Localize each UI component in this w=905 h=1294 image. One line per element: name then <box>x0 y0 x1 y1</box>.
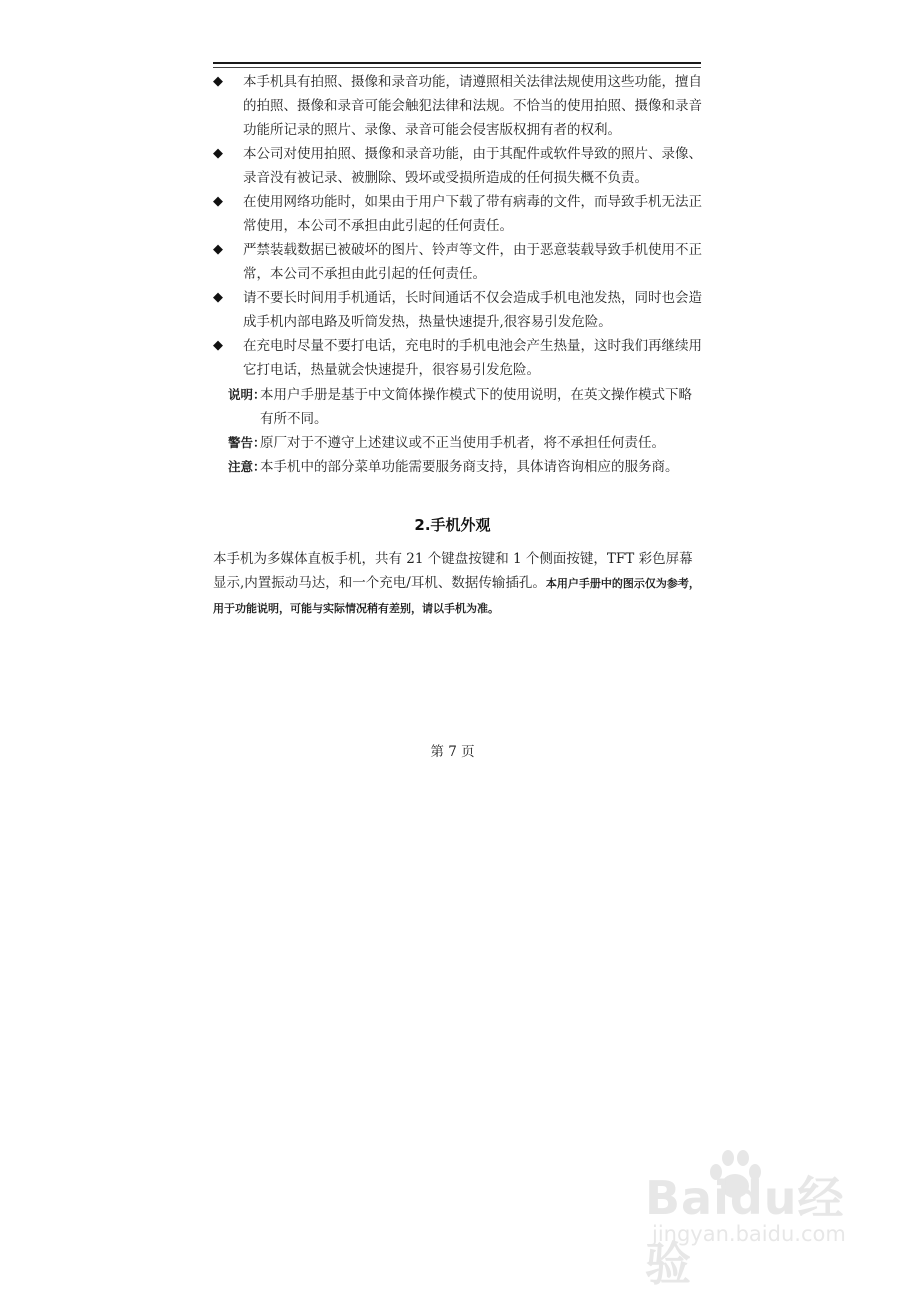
list-item <box>213 190 703 238</box>
note-label: 注意： <box>228 459 266 474</box>
diamond-bullet-icon: ◆ <box>213 338 223 353</box>
note-label: 说明： <box>228 387 266 402</box>
list-item <box>213 334 703 382</box>
list-item <box>213 286 703 334</box>
list-item-text: 在使用网络功能时，如果由于用户下载了带有病毒的文件，而导致手机无法正常使用，本公司不承担由此引起的任何责任。 <box>243 194 702 234</box>
note-label: 警告： <box>228 435 266 450</box>
paragraph-text: 本手机为多媒体直板手机，共有 21 个键盘按键和 1 个侧面按键，TFT 彩色屏幕显示,内置振动马达，和一个充电/耳机、数据传输插孔。 <box>213 551 693 591</box>
appearance-paragraph <box>213 547 703 621</box>
list-item <box>213 142 703 190</box>
paragraph-bold-text: 本用户手册中的图示仅为参考，用于功能说明，可能与实际情况稍有差别，请以手机为准。 <box>213 577 700 615</box>
note-text: 原厂对于不遵守上述建议或不正当使用手机者，将不承担任何责任。 <box>260 435 665 451</box>
precaution-list <box>213 70 703 382</box>
notes-block <box>228 383 703 479</box>
note-text: 本手机中的部分菜单功能需要服务商支持，具体请咨询相应的服务商。 <box>260 459 679 475</box>
header-rule-thick <box>213 62 701 64</box>
list-item-text: 严禁装载数据已被破坏的图片、铃声等文件，由于恶意装载导致手机使用不正常，本公司不承担由此引起的任何责任。 <box>243 242 702 282</box>
list-item <box>213 70 703 142</box>
baidu-watermark <box>640 1150 870 1291</box>
diamond-bullet-icon: ◆ <box>213 146 223 161</box>
diamond-bullet-icon: ◆ <box>213 242 223 257</box>
diamond-bullet-icon: ◆ <box>213 74 223 89</box>
note-attention <box>228 455 703 479</box>
section-title: 2.手机外观 <box>414 516 491 534</box>
list-item-text: 请不要长时间用手机通话，长时间通话不仅会造成手机电池发热，同时也会造成手机内部电路及听筒发热，热量快速提升,很容易引发危险。 <box>243 290 702 330</box>
watermark-url: jingyan.baidu.com <box>652 1222 846 1246</box>
header-rule-thin <box>213 67 701 68</box>
note-text: 本用户手册是基于中文简体操作模式下的使用说明，在英文操作模式下略有所不同。 <box>260 387 692 427</box>
list-item-text: 在充电时尽量不要打电话，充电时的手机电池会产生热量，这时我们再继续用它打电话，热量就会快速提升，很容易引发危险。 <box>243 338 702 378</box>
note-warning <box>228 431 703 455</box>
list-item-text: 本手机具有拍照、摄像和录音功能，请遵照相关法律法规使用这些功能，擅自的拍照、摄像和录音可能会触犯法律和法规。不恰当的使用拍照、摄像和录音功能所记录的照片、录像、录音可能会侵害版权拥有者的权利。 <box>243 74 702 138</box>
page-number: 第 7 页 <box>430 744 475 760</box>
watermark-brand: Baidu经验 <box>645 1171 845 1291</box>
diamond-bullet-icon: ◆ <box>213 290 223 305</box>
list-item <box>213 238 703 286</box>
diamond-bullet-icon: ◆ <box>213 194 223 209</box>
note-explanation <box>228 383 703 431</box>
list-item-text: 本公司对使用拍照、摄像和录音功能，由于其配件或软件导致的照片、录像、录音没有被记录、被删除、毁坏或受损所造成的任何损失概不负责。 <box>243 146 702 186</box>
